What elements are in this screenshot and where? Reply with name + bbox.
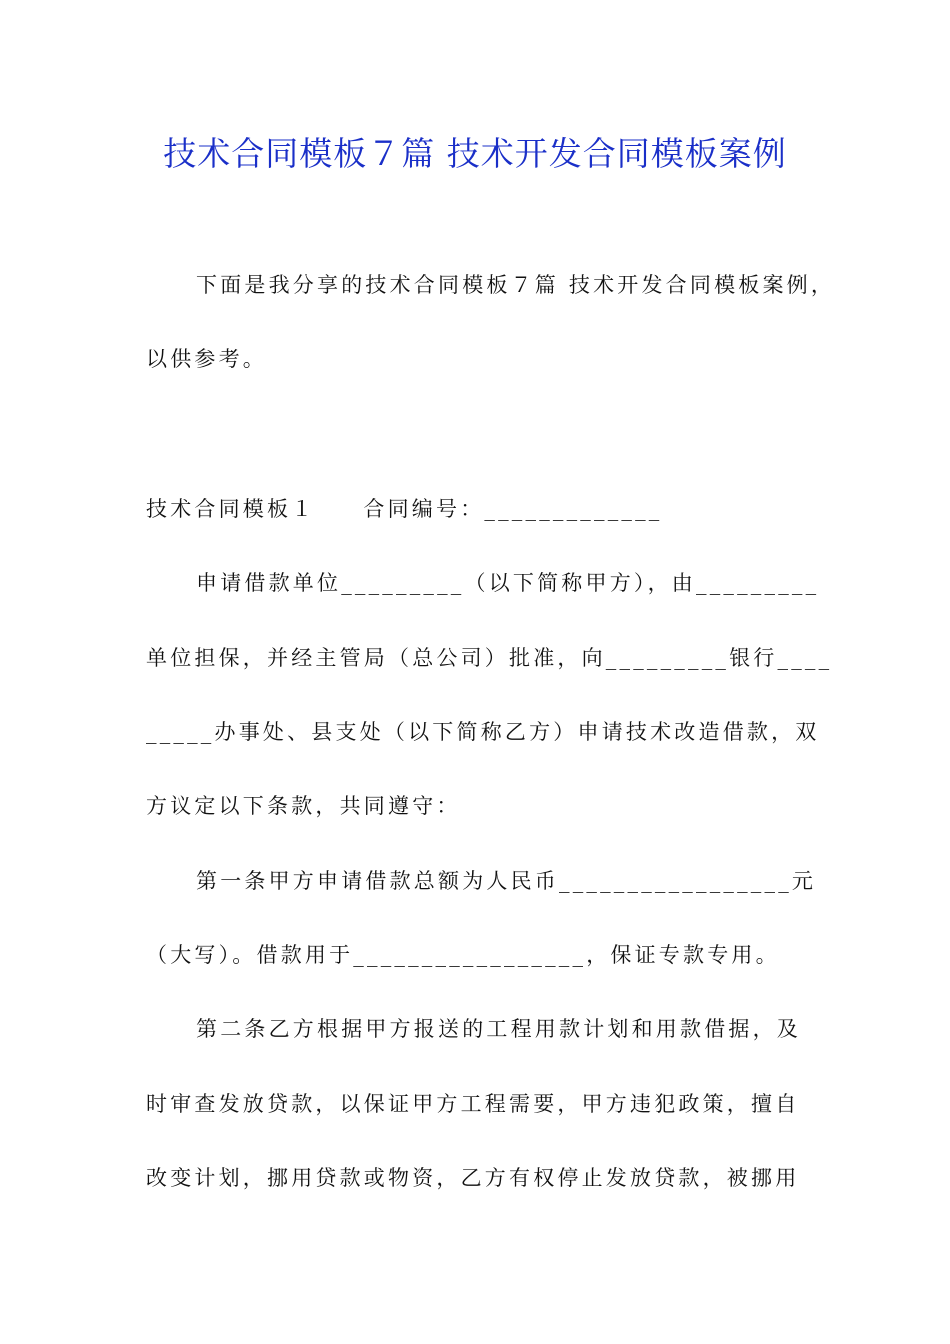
article2-line-3: 改变计划，挪用贷款或物资，乙方有权停止发放贷款，被挪用 (146, 1166, 800, 1190)
contract-number-field: 合同编号：_____________ (363, 497, 663, 521)
article1-line-1: 第一条甲方申请借款总额为人民币_________________元 (196, 869, 817, 893)
document-title: 技术合同模板７篇 技术开发合同模板案例 (163, 134, 787, 173)
paragraph1-line-1: 申请借款单位_________（以下简称甲方），由_________ (196, 571, 820, 595)
paragraph1-line-3: _____办事处、县支处（以下简称乙方）申请技术改造借款，双 (146, 720, 820, 744)
article1-line-2: （大写）。借款用于_________________，保证专款专用。 (146, 943, 780, 967)
paragraph1-line-2: 单位担保，并经主管局（总公司）批准，向_________银行____ (146, 646, 833, 670)
intro-line-2: 以供参考。 (146, 347, 267, 371)
article2-line-2: 时审查发放贷款，以保证甲方工程需要，甲方违犯政策，擅自 (146, 1092, 800, 1116)
section-header (146, 494, 663, 524)
intro-line-1: 下面是我分享的技术合同模板７篇 技术开发合同模板案例， (196, 273, 836, 297)
paragraph1-line-4: 方议定以下条款，共同遵守： (146, 794, 461, 818)
section-label: 技术合同模板１ (146, 497, 316, 521)
article2-line-1: 第二条乙方根据甲方报送的工程用款计划和用款借据，及 (196, 1017, 801, 1041)
